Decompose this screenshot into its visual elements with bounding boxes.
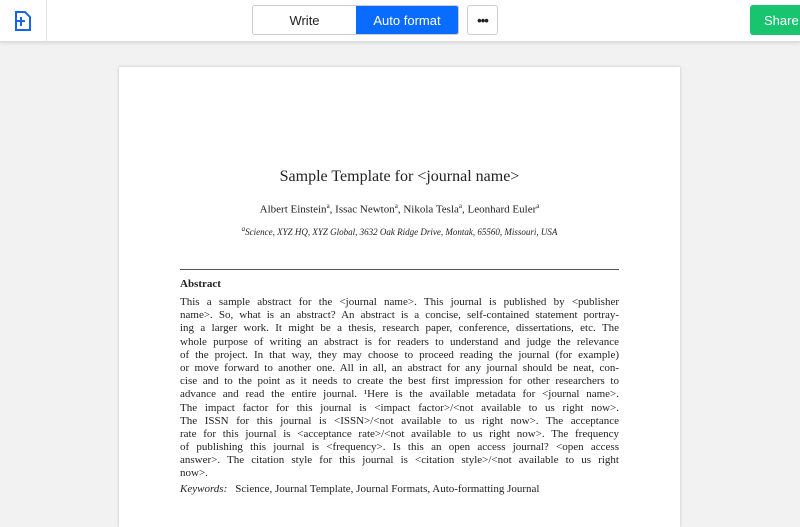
auto-format-mode-button[interactable]: Auto format <box>356 6 458 34</box>
abstract-line: rate for this journal is <acceptance rate>/<not available to us right now>. The frequency <box>180 427 619 440</box>
affiliation-marker: a <box>241 225 246 233</box>
keywords-text: Science, Journal Template, Journal Formats, Auto-formatting Journal <box>235 483 540 495</box>
abstract-line: name>. So, what is an abstract? An abstract is a concise, self-contained statement portray- <box>180 309 619 322</box>
divider <box>180 269 619 270</box>
app-logo[interactable] <box>0 0 47 42</box>
author-affiliation-marker: a <box>394 202 398 210</box>
abstract-line: now>. <box>180 467 208 480</box>
abstract-line: This a sample abstract for the <journal name>. This journal is published by <publisher <box>180 296 619 308</box>
keywords <box>180 483 539 495</box>
affiliation <box>119 225 680 237</box>
abstract-line: of publishing this journal is <frequency>. Is this an open access journal? <open access <box>180 441 619 454</box>
top-toolbar <box>0 0 800 42</box>
author: Albert Einstein <box>259 203 327 216</box>
document-title: Sample Template for <journal name> <box>279 168 520 185</box>
abstract-line: The ISSN for this journal is <ISSN>/<not available to us right now>. The acceptance <box>180 414 619 427</box>
keywords-label: Keywords: <box>180 483 228 495</box>
abstract-body <box>180 296 619 481</box>
abstract-line: or move forward to another one. All in all, an abstract for any journal should be neat, con- <box>180 361 619 374</box>
affiliation-text: Science, XYZ HQ, XYZ Global, 3632 Oak Ridge Drive, Montak, 65560, Missouri, USA <box>245 227 558 237</box>
author-affiliation-marker: a <box>326 202 330 210</box>
abstract-line: ing a larger work. It might be a thesis, research paper, conference, dissertations, etc. The <box>180 322 619 335</box>
document-page <box>119 67 680 527</box>
mode-toggle <box>252 5 459 35</box>
author-affiliation-marker: a <box>536 202 540 210</box>
abstract-line: whole purpose of writing an abstract is for readers to understand and judge the relevance <box>180 335 619 348</box>
author-list: Albert Einstein$^a$, Issac Newton$^a$, Nikola Tesla$^a$, Leonhard Euler$^a$ <box>259 202 540 216</box>
write-mode-button[interactable]: Write <box>253 6 356 34</box>
author: Issac Newton <box>335 203 395 216</box>
more-options-button[interactable]: ••• <box>467 5 498 35</box>
abstract-line: advance and read the entire journal. ¹Here is the available metadata for <journal name>. <box>180 388 619 401</box>
abstract-line: cise and to the point as it needs to create the best first impression for other researchers to <box>180 375 619 388</box>
share-button[interactable]: Share <box>750 5 800 35</box>
abstract-line: of the project. In that way, they may choose to proceed reading the journal (for example) <box>180 348 619 361</box>
author: Nikola Tesla <box>403 203 459 216</box>
document-logo-icon <box>13 10 33 32</box>
author-affiliation-marker: a <box>458 202 463 210</box>
author: Leonhard Euler <box>467 203 537 216</box>
abstract-heading: Abstract <box>180 278 221 290</box>
abstract-line: answer>. The citation style for this journal is <citation style>/<not available to us right <box>180 454 619 467</box>
abstract-line: The impact factor for this journal is <impact factor>/<not available to us right now>. <box>180 401 619 414</box>
